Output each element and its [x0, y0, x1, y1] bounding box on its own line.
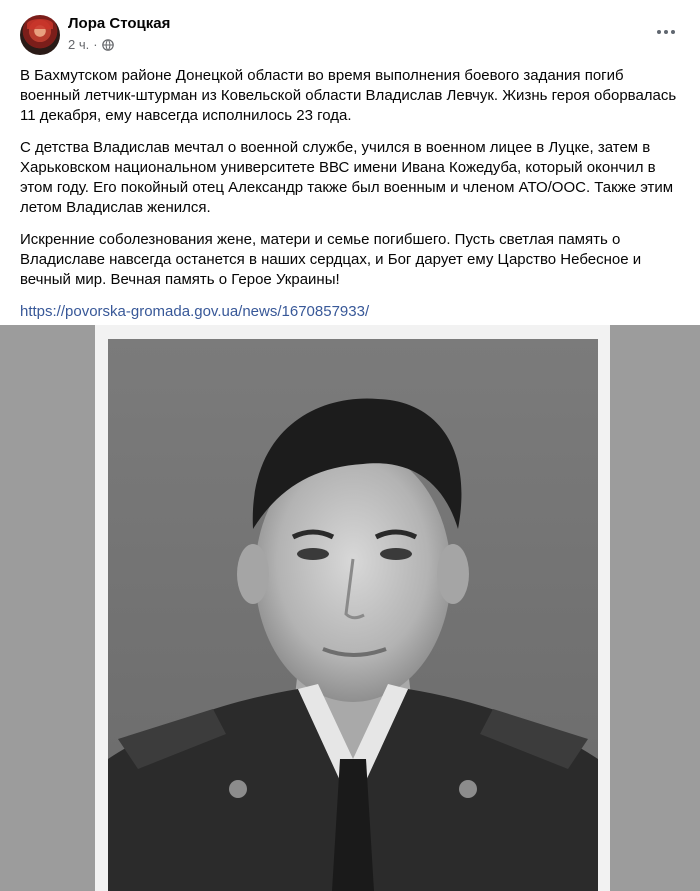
- avatar[interactable]: [20, 15, 60, 55]
- globe-icon: [102, 39, 114, 51]
- more-horizontal-icon: [657, 30, 675, 34]
- post-link[interactable]: https://povorska-gromada.gov.ua/news/1670857933/: [20, 303, 370, 320]
- post-paragraph: В Бахмутском районе Донецкой области во время выполнения боевого задания погиб военный летчик-штурман из Ковельской области Владислав Левчук. Жизнь героя оборвалась 11 декабря, ему навсегда исполнилось 23 года.: [20, 67, 677, 124]
- more-options-button[interactable]: [648, 18, 684, 46]
- post-text: [20, 66, 680, 322]
- post-paragraph: Искренние соболезнования жене, матери и семье погибшего. Пусть светлая память о Владиславе навсегда останется в наших сердцах, и Бог дарует ему Царство Небесное и вечный мир. Вечная память о Герое Украины!: [20, 231, 642, 288]
- post-paragraph: С детства Владислав мечтал о военной службе, учился в военном лицее в Луцке, затем в Харьковском национальном университете ВВС имени Ивана Кожедуба, который окончил в этом году. Его покойный отец Александр также был военным и членом АТО/ООС. Также этим летом Владислав женился.: [20, 139, 674, 216]
- meta-separator: ·: [93, 37, 98, 52]
- author-name[interactable]: Лора Стоцкая: [68, 15, 171, 32]
- post-photo[interactable]: [0, 325, 700, 891]
- portrait-photo[interactable]: [108, 339, 598, 891]
- post-meta: [68, 37, 114, 52]
- post-time[interactable]: 2 ч.: [68, 37, 90, 52]
- post-header: [0, 0, 700, 62]
- portrait-image: [108, 339, 598, 891]
